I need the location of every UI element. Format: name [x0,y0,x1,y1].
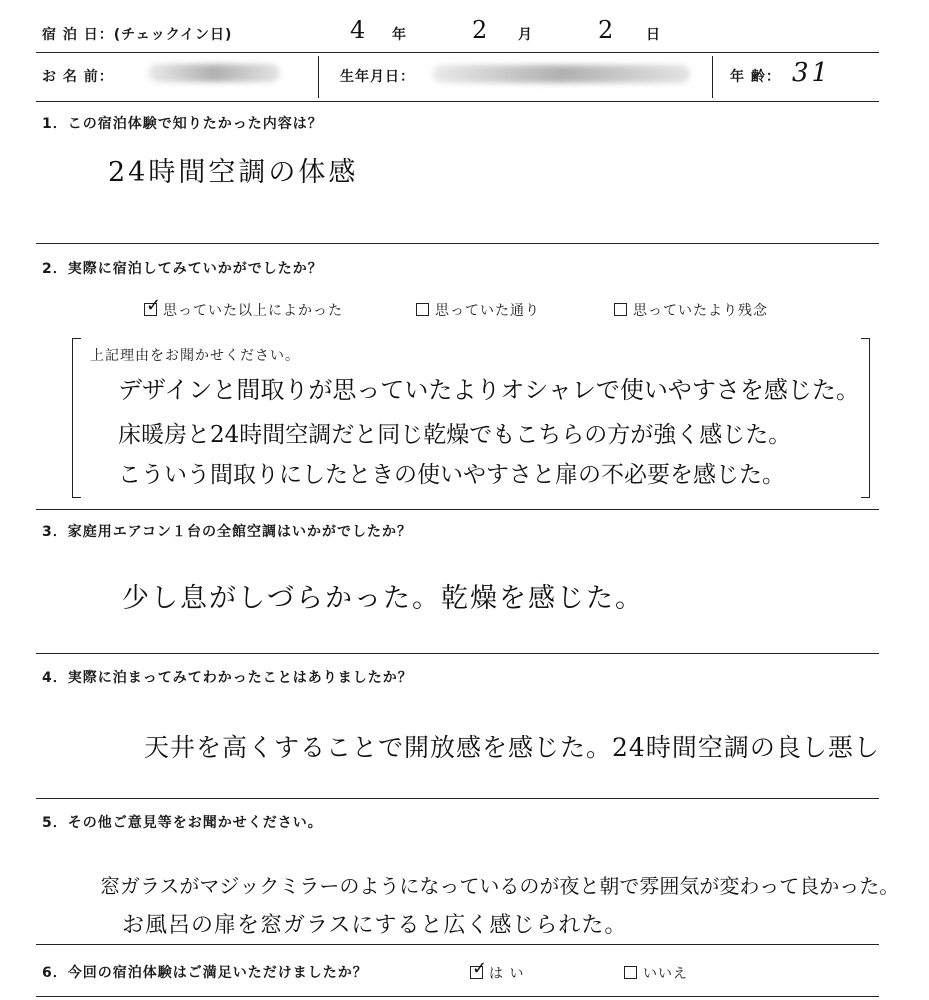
checkbox-unchecked[interactable] [416,303,429,316]
q5-answer-line-2: お風呂の扉を窓ガラスにすると広く感じられた。 [122,913,628,938]
q2-option-3[interactable] [614,300,768,320]
checkbox-checked[interactable] [144,295,163,316]
redacted-name [148,64,280,82]
q3-divider [36,653,879,654]
q5-divider [36,944,879,945]
q2-answer-line-3: こういう間取りにしたときの使いやすさと扉の不必要を感じた。 [118,462,785,488]
q3-question: 3．家庭用エアコン１台の全館空調はいかがでしたか？ [42,524,413,540]
q2-option-3-label: 思っていたより残念 [633,303,768,319]
age-value: 31 [792,58,832,88]
month-label: 月 [518,27,533,43]
q2-divider [36,509,879,510]
q5-question: 5．その他ご意見等をお聞かせください。 [42,815,323,831]
checkbox-checked[interactable] [470,958,489,979]
q5-answer-line-1: 窓ガラスがマジックミラーのようになっているのが夜と朝で雰囲気が変わって良かった。 [100,874,900,898]
month-value: 2 [472,16,491,44]
age-label: 年 齢： [730,69,781,85]
bottom-divider [36,996,879,997]
name-divider [318,56,319,98]
q6-option-yes[interactable] [470,958,525,983]
reason-box-right-bracket [861,338,870,498]
stay-date-label: 宿 泊 日：(チェックイン日) [42,27,233,43]
day-value: 2 [598,16,617,44]
q6-option-no[interactable] [624,963,688,983]
birth-divider [712,56,713,98]
check-icon: ✓ [472,958,489,979]
q4-question: 4．実際に泊まってみてわかったことはありましたか？ [42,670,413,686]
q2-answer-line-1: デザインと間取りが思っていたよりオシャレで使いやすさを感じた。 [118,376,860,404]
checkbox-unchecked[interactable] [614,303,627,316]
birth-label: 生年月日： [340,69,415,85]
header-divider [36,52,879,53]
q2-option-2[interactable] [416,300,540,320]
q2-answer-line-2: 床暖房と24時間空調だと同じ乾燥でもこちらの方が強く感じた。 [118,422,792,448]
q1-divider [36,243,879,244]
check-icon: ✓ [146,295,163,316]
year-label: 年 [392,27,407,43]
checkbox-unchecked[interactable] [624,966,637,979]
row-divider-2 [36,101,879,102]
q2-reason-prompt: 上記理由をお聞かせください。 [90,348,300,364]
q1-answer: 24時間空調の体感 [108,157,359,188]
q6-option-no-label: いいえ [643,966,688,982]
q2-option-1[interactable] [144,295,343,320]
q6-question: 6．今回の宿泊体験はご満足いただけましたか？ [42,965,368,981]
q6-option-yes-label: は い [489,966,525,982]
q4-divider [36,798,879,799]
name-label: お 名 前： [42,69,114,85]
q4-answer: 天井を高くすることで開放感を感じた。24時間空調の良し悪し [144,733,880,762]
q1-question: 1．この宿泊体験で知りたかった内容は？ [42,116,323,132]
year-value: 4 [350,16,369,44]
reason-box-left-bracket [72,338,81,498]
q2-option-2-label: 思っていた通り [435,303,540,319]
q2-option-1-label: 思っていた以上によかった [163,303,343,319]
day-label: 日 [646,27,661,43]
q2-question: 2．実際に宿泊してみていかがでしたか？ [42,261,323,277]
redacted-birthdate [432,65,690,83]
q3-answer: 少し息がしづらかった。乾燥を感じた。 [122,583,644,614]
